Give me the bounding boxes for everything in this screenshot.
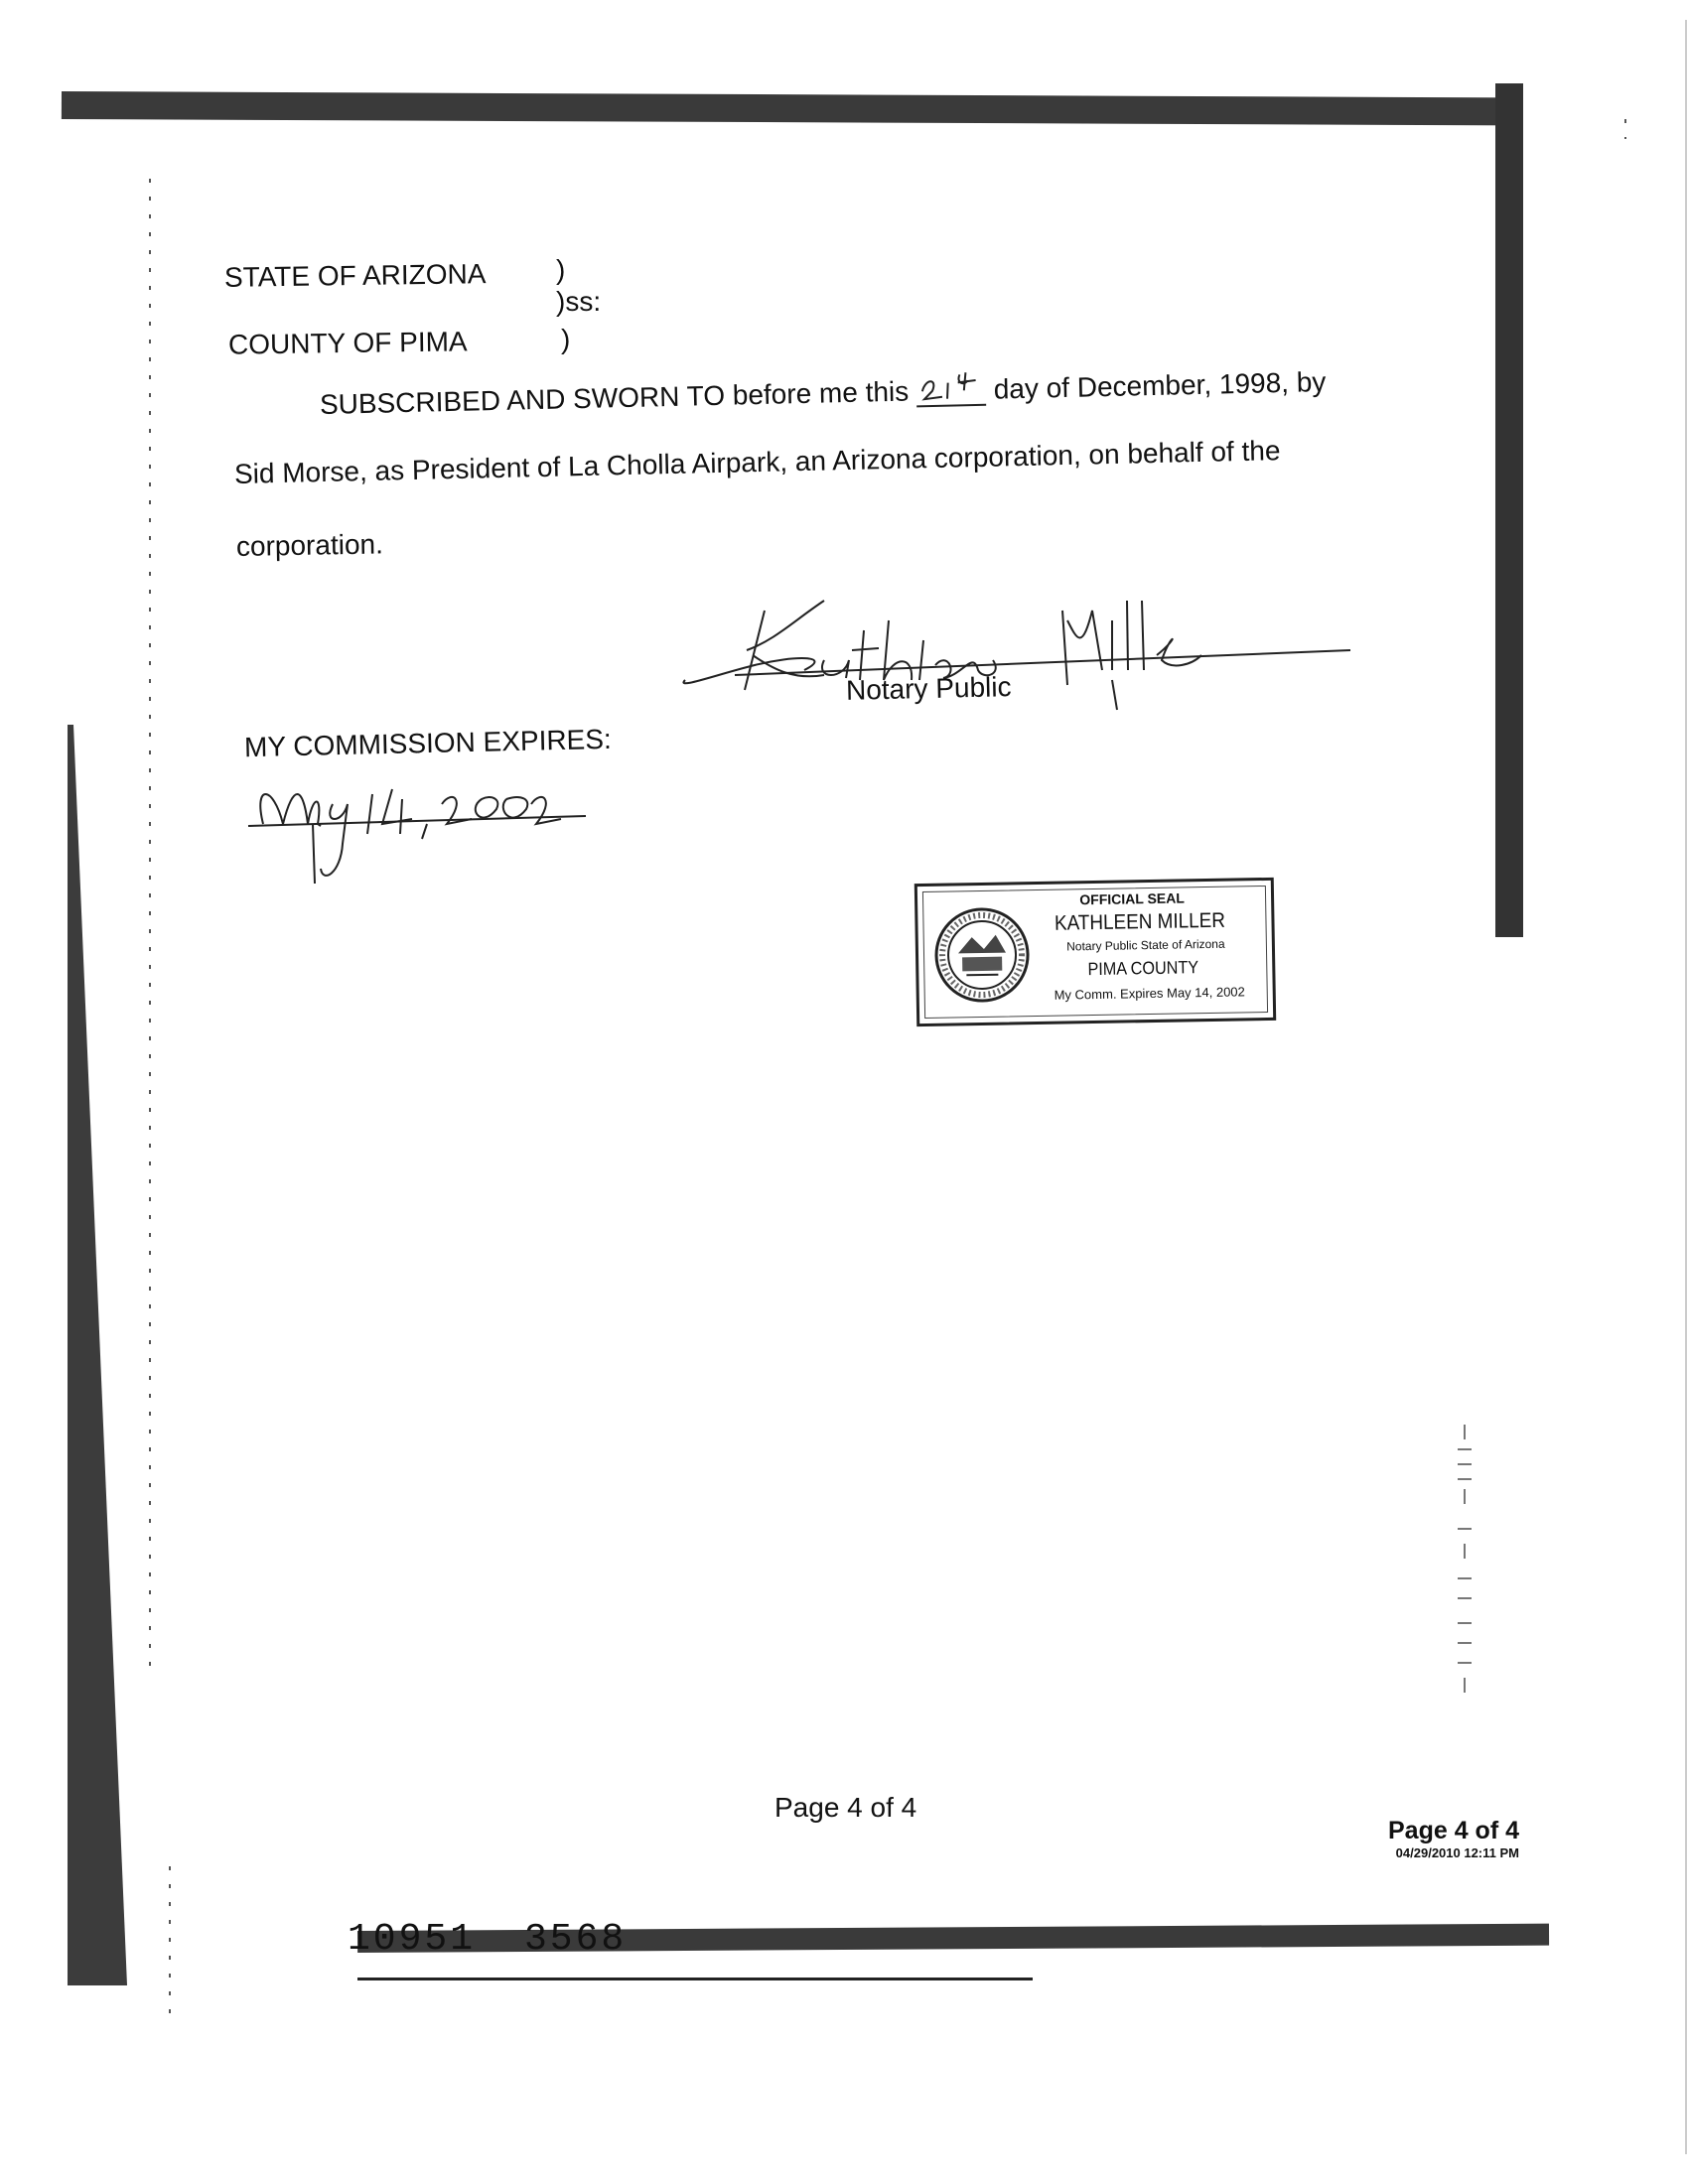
notary-seal-stamp <box>914 878 1276 1026</box>
commission-label: MY COMMISSION EXPIRES: <box>243 723 613 763</box>
seal-county: PIMA COUNTY <box>1087 957 1199 980</box>
seal-role: Notary Public State of Arizona <box>1066 936 1225 954</box>
seal-title: OFFICIAL SEAL <box>1079 889 1185 908</box>
scan-line-bottom <box>357 1978 1033 1980</box>
notary-public-label: Notary Public <box>845 671 1012 706</box>
scan-border-top <box>62 91 1521 125</box>
page-info-right <box>1380 1817 1519 1860</box>
page-number-center: Page 4 of 4 <box>774 1792 917 1823</box>
scan-border-right <box>1495 83 1523 937</box>
jurat-line-2: Sid Morse, as President of La Cholla Airpark, an Arizona corporation, on behalf of the <box>233 435 1281 489</box>
notary-signature <box>675 581 1360 720</box>
recording-page-number: 3568 <box>524 1918 628 1961</box>
scan-dots-left <box>149 179 151 1668</box>
jurat-line-3: corporation. <box>235 528 384 562</box>
scan-dots-left-lower <box>169 1866 171 2025</box>
scan-dots-right <box>1624 119 1626 139</box>
print-timestamp: 04/29/2010 12:11 PM <box>1395 1845 1519 1860</box>
scan-border-left <box>68 725 127 1985</box>
jurat-line-1 <box>320 366 1327 421</box>
jurat-line-1-end: day of December, 1998, by <box>993 366 1327 405</box>
venue-paren-2: ) <box>561 324 571 354</box>
scan-edge-right <box>1685 20 1687 2154</box>
venue-state: STATE OF ARIZONA <box>223 258 487 293</box>
seal-name: KATHLEEN MILLER <box>1054 908 1226 935</box>
jurat-line-1-start: SUBSCRIBED AND SWORN TO before me this <box>319 375 910 420</box>
venue-ss: )ss: <box>556 286 602 317</box>
page-number-right: Page 4 of 4 <box>1388 1817 1519 1844</box>
commission-date-handwritten <box>243 764 601 893</box>
margin-recording-stamp <box>1450 1420 1479 1698</box>
docket-number: 10951 <box>348 1918 477 1961</box>
seal-expires: My Comm. Expires May 14, 2002 <box>1054 984 1245 1003</box>
venue-county: COUNTY OF PIMA <box>227 326 468 360</box>
arizona-seal-emblem <box>931 904 1033 1006</box>
jurat-day-handwritten <box>916 374 987 408</box>
venue-paren-1: ) <box>556 254 566 285</box>
